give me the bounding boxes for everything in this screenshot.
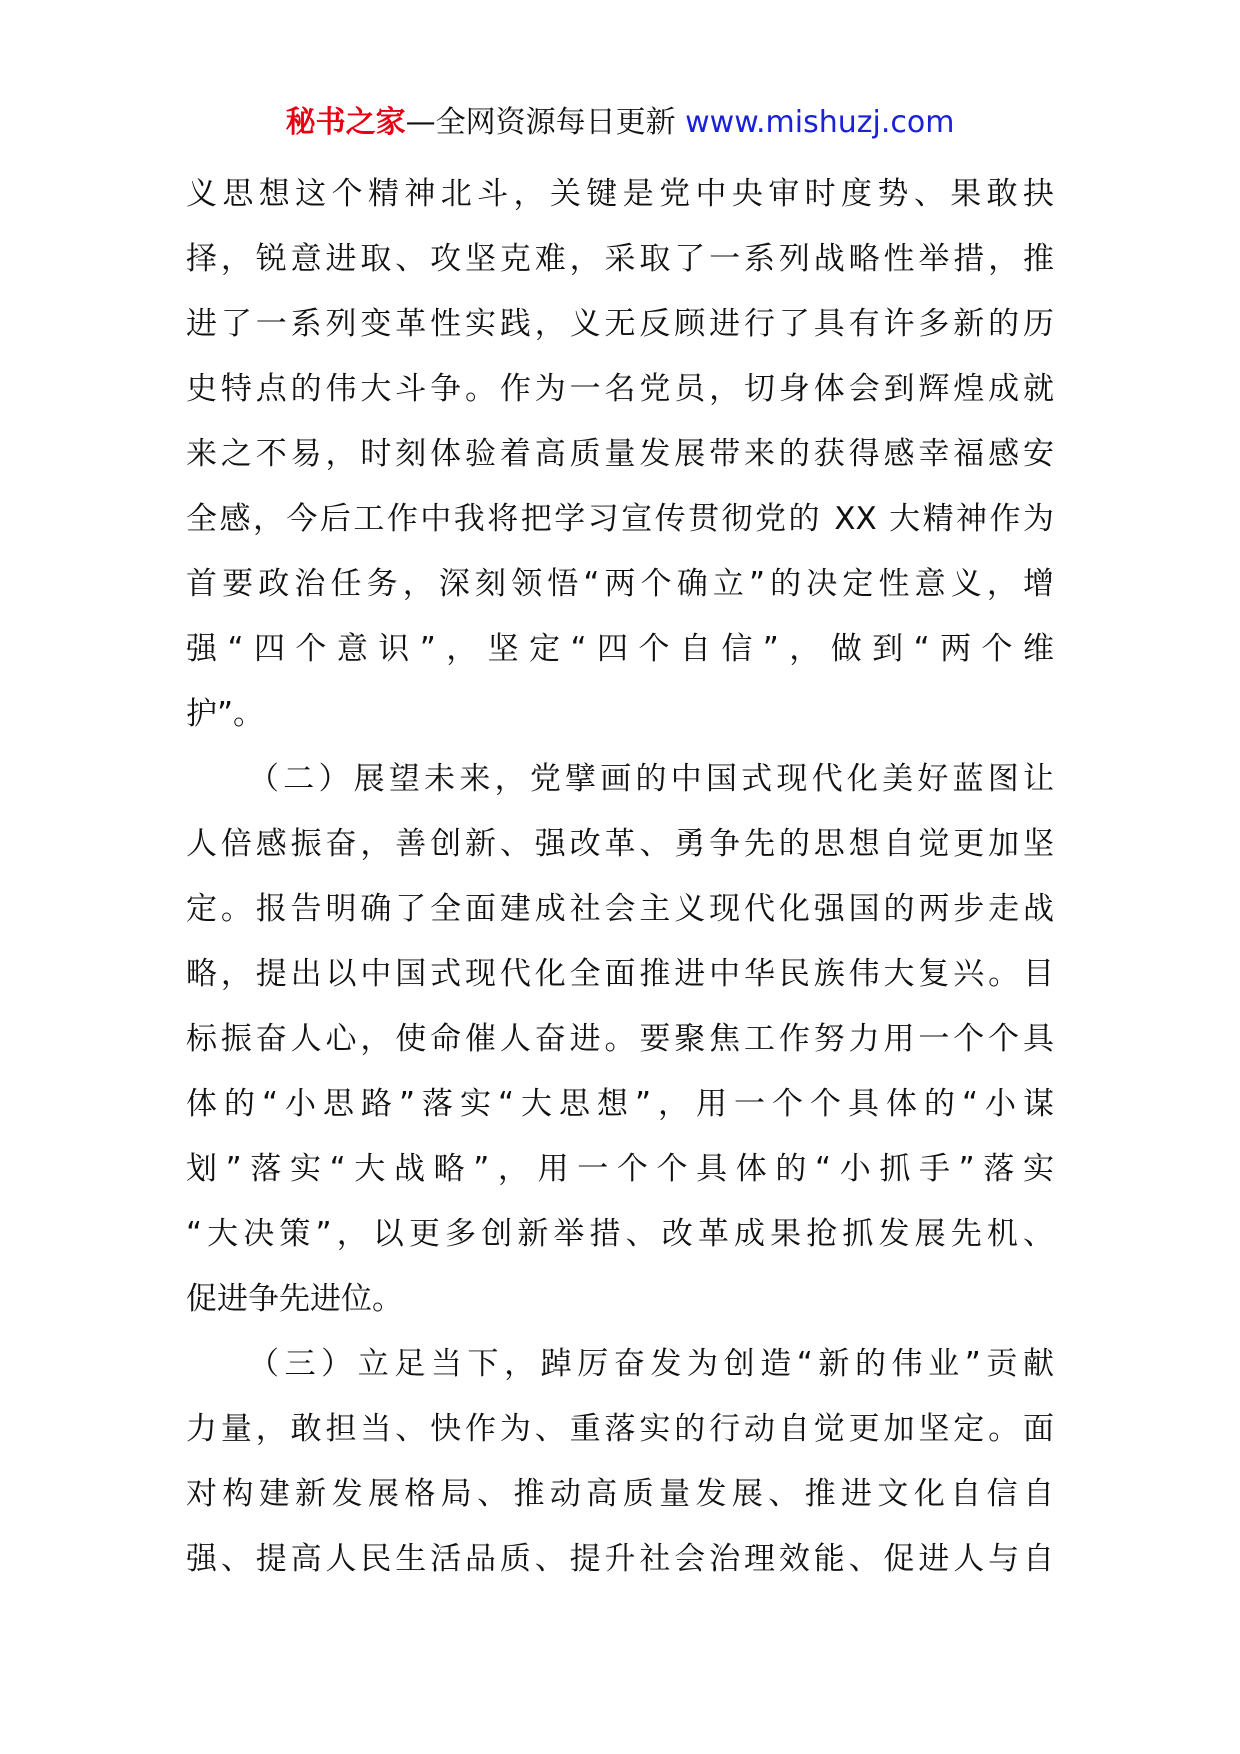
header-url-link[interactable]: www.mishuzj.com xyxy=(685,105,955,140)
paragraph-line: 划”落实“大战略”，用一个个具体的“小抓手”落实 xyxy=(186,1151,1054,1187)
document-body xyxy=(186,162,1054,1592)
paragraph-line: 体的“小思路”落实“大思想”，用一个个具体的“小谋 xyxy=(186,1086,1054,1122)
paragraph-line: 略，提出以中国式现代化全面推进中华民族伟大复兴。目 xyxy=(186,956,1054,992)
paragraph-line: 强、提高人民生活品质、提升社会治理效能、促进人与自 xyxy=(186,1541,1054,1577)
page-header xyxy=(0,103,1240,143)
paragraph-line: 人倍感振奋，善创新、强改革、勇争先的思想自觉更加坚 xyxy=(186,826,1054,862)
header-tagline: —全网资源每日更新 xyxy=(405,105,686,140)
paragraph-line: 强“四个意识”，坚定“四个自信”，做到“两个维 xyxy=(186,631,1054,667)
paragraph-line: 护”。 xyxy=(186,696,265,732)
paragraph-line: 力量，敢担当、快作为、重落实的行动自觉更加坚定。面 xyxy=(186,1411,1054,1447)
paragraph-line: 来之不易，时刻体验着高质量发展带来的获得感幸福感安 xyxy=(186,436,1054,472)
paragraph-line: （三）立足当下，踔厉奋发为创造“新的伟业”贡献 xyxy=(248,1346,1054,1382)
brand-name: 秘书之家 xyxy=(285,105,406,140)
paragraph-line: “大决策”，以更多创新举措、改革成果抢抓发展先机、 xyxy=(186,1216,1054,1252)
paragraph-line: 义思想这个精神北斗，关键是党中央审时度势、果敢抉 xyxy=(186,176,1054,212)
paragraph-line: （二）展望未来，党擘画的中国式现代化美好蓝图让 xyxy=(248,761,1054,797)
paragraph-line: 首要政治任务，深刻领悟“两个确立”的决定性意义，增 xyxy=(186,566,1054,602)
paragraph-line: 择，锐意进取、攻坚克难，采取了一系列战略性举措，推 xyxy=(186,241,1054,277)
paragraph-line: 对构建新发展格局、推动高质量发展、推进文化自信自 xyxy=(186,1476,1054,1512)
paragraph-line: 史特点的伟大斗争。作为一名党员，切身体会到辉煌成就 xyxy=(186,371,1054,407)
paragraph-line: 标振奋人心，使命催人奋进。要聚焦工作努力用一个个具 xyxy=(186,1021,1054,1057)
paragraph-line: 全感，今后工作中我将把学习宣传贯彻党的 XX 大精神作为 xyxy=(186,501,1054,537)
paragraph-line: 进了一系列变革性实践，义无反顾进行了具有许多新的历 xyxy=(186,306,1054,342)
paragraph-line: 促进争先进位。 xyxy=(186,1281,403,1317)
paragraph-line: 定。报告明确了全面建成社会主义现代化强国的两步走战 xyxy=(186,891,1054,927)
